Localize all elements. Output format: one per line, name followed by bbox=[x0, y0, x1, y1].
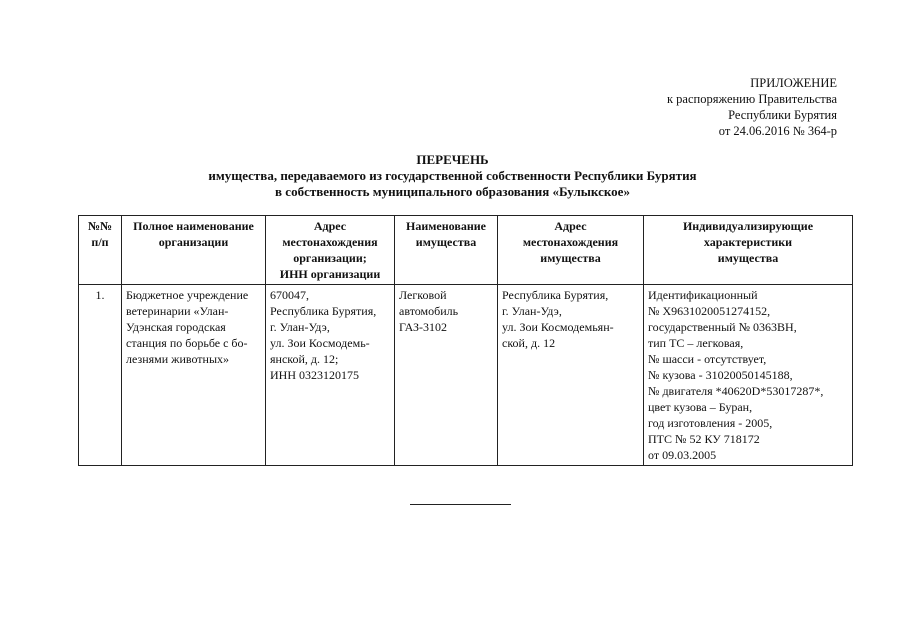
end-separator-line bbox=[410, 504, 511, 505]
header-cell-property-name: Наименование имущества bbox=[395, 216, 498, 285]
cell-organization: Бюджетное учреждение ветеринарии «Улан- Удэнская городская станция по борьбе с бо- лезнями животных» bbox=[122, 285, 266, 466]
cell-org-address: 670047, Республика Бурятия, г. Улан-Удэ, ул. Зои Космодемь- янской, д. 12; ИНН 0323120175 bbox=[266, 285, 395, 466]
cell-characteristics: Идентификационный № X9631020051274152, государственный № 0363ВН, тип ТС – легковая, № шасси - отсутствует, № кузова - 31020050145188, № двигателя *40620D*53017287*, цвет кузова – Буран, год изготовления - 2005, ПТС № 52 КУ 718172 от 09.03.2005 bbox=[644, 285, 853, 466]
cell-property-address: Республика Бурятия, г. Улан-Удэ, ул. Зои Космодемьян- ской, д. 12 bbox=[498, 285, 644, 466]
appendix-title: ПРИЛОЖЕНИЕ bbox=[750, 76, 837, 90]
appendix-line: Республики Бурятия bbox=[728, 108, 837, 122]
document-subtitle: имущества, передаваемого из государственной собственности Республики Бурятия bbox=[208, 168, 697, 183]
property-table bbox=[78, 215, 853, 466]
document-title: ПЕРЕЧЕНЬ bbox=[416, 152, 489, 167]
header-cell-org-address: Адрес местонахождения организации; ИНН организации bbox=[266, 216, 395, 285]
header-cell-number: №№ п/п bbox=[79, 216, 122, 285]
cell-number: 1. bbox=[79, 285, 122, 466]
table-row bbox=[79, 285, 853, 466]
cell-property-name: Легковой автомобиль ГАЗ-3102 bbox=[395, 285, 498, 466]
header-cell-organization: Полное наименование организации bbox=[122, 216, 266, 285]
document-heading bbox=[0, 152, 905, 200]
header-cell-property-address: Адрес местонахождения имущества bbox=[498, 216, 644, 285]
table-header-row bbox=[79, 216, 853, 285]
appendix-line: к распоряжению Правительства bbox=[666, 92, 837, 106]
document-subtitle: в собственность муниципального образования «Булыкское» bbox=[275, 184, 630, 199]
header-cell-characteristics: Индивидуализирующие характеристики имущества bbox=[644, 216, 853, 285]
appendix-date-line: от 24.06.2016 № 364-р bbox=[718, 124, 837, 138]
appendix-block bbox=[667, 75, 837, 139]
